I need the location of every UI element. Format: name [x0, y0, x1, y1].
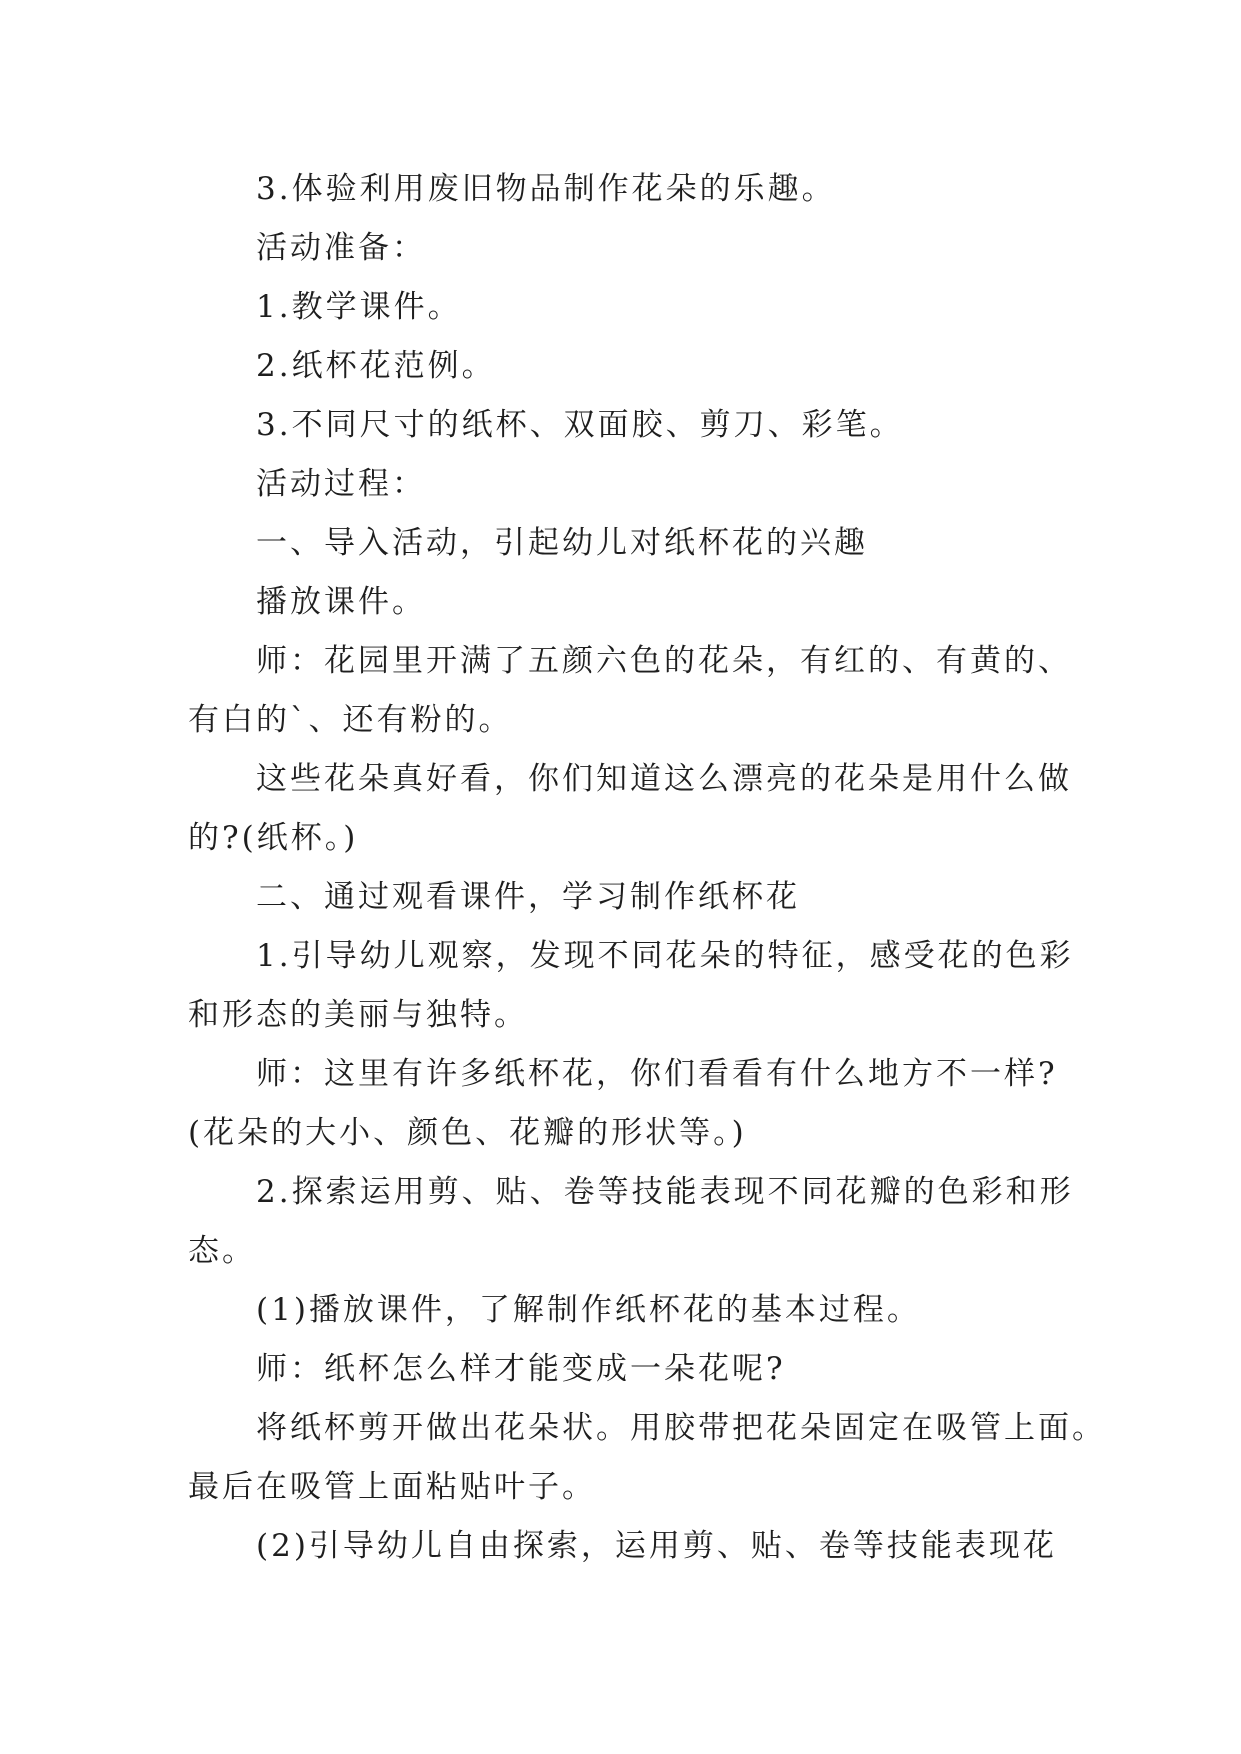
section-heading: 二、通过观看课件，学习制作纸杯花 — [256, 879, 800, 915]
text-line: 师：这里有许多纸杯花，你们看看有什么地方不一样? — [256, 1056, 1058, 1092]
text-line: (2)引导幼儿自由探索，运用剪、贴、卷等技能表现花 — [256, 1528, 1057, 1564]
text-line: (1)播放课件，了解制作纸杯花的基本过程。 — [256, 1292, 921, 1328]
text-line: 态。 — [188, 1233, 256, 1269]
text-line: 2.探索运用剪、贴、卷等技能表现不同花瓣的色彩和形 — [256, 1174, 1074, 1210]
text-line: 师：花园里开满了五颜六色的花朵，有红的、有黄的、 — [256, 643, 1072, 679]
text-line: 这些花朵真好看，你们知道这么漂亮的花朵是用什么做 — [256, 761, 1072, 797]
section-heading: 活动准备： — [256, 230, 426, 266]
text-line: 2.纸杯花范例。 — [256, 348, 496, 384]
text-line: 有白的`、还有粉的。 — [188, 702, 513, 738]
text-line: 最后在吸管上面粘贴叶子。 — [188, 1469, 596, 1505]
text-line: (花朵的大小、颜色、花瓣的形状等。) — [188, 1115, 747, 1151]
text-line: 的?(纸杯。) — [188, 820, 359, 856]
text-line: 播放课件。 — [256, 584, 426, 620]
text-line: 3.不同尺寸的纸杯、双面胶、剪刀、彩笔。 — [256, 407, 904, 443]
text-line: 将纸杯剪开做出花朵状。用胶带把花朵固定在吸管上面。 — [256, 1410, 1106, 1446]
text-line: 和形态的美丽与独特。 — [188, 997, 528, 1033]
text-line: 3.体验利用废旧物品制作花朵的乐趣。 — [256, 171, 836, 207]
section-heading: 一、导入活动，引起幼儿对纸杯花的兴趣 — [256, 525, 868, 561]
text-line: 1.引导幼儿观察，发现不同花朵的特征，感受花的色彩 — [256, 938, 1074, 974]
text-line: 1.教学课件。 — [256, 289, 462, 325]
text-line: 师：纸杯怎么样才能变成一朵花呢? — [256, 1351, 786, 1387]
document-body — [188, 160, 1106, 1576]
section-heading: 活动过程： — [256, 466, 426, 502]
